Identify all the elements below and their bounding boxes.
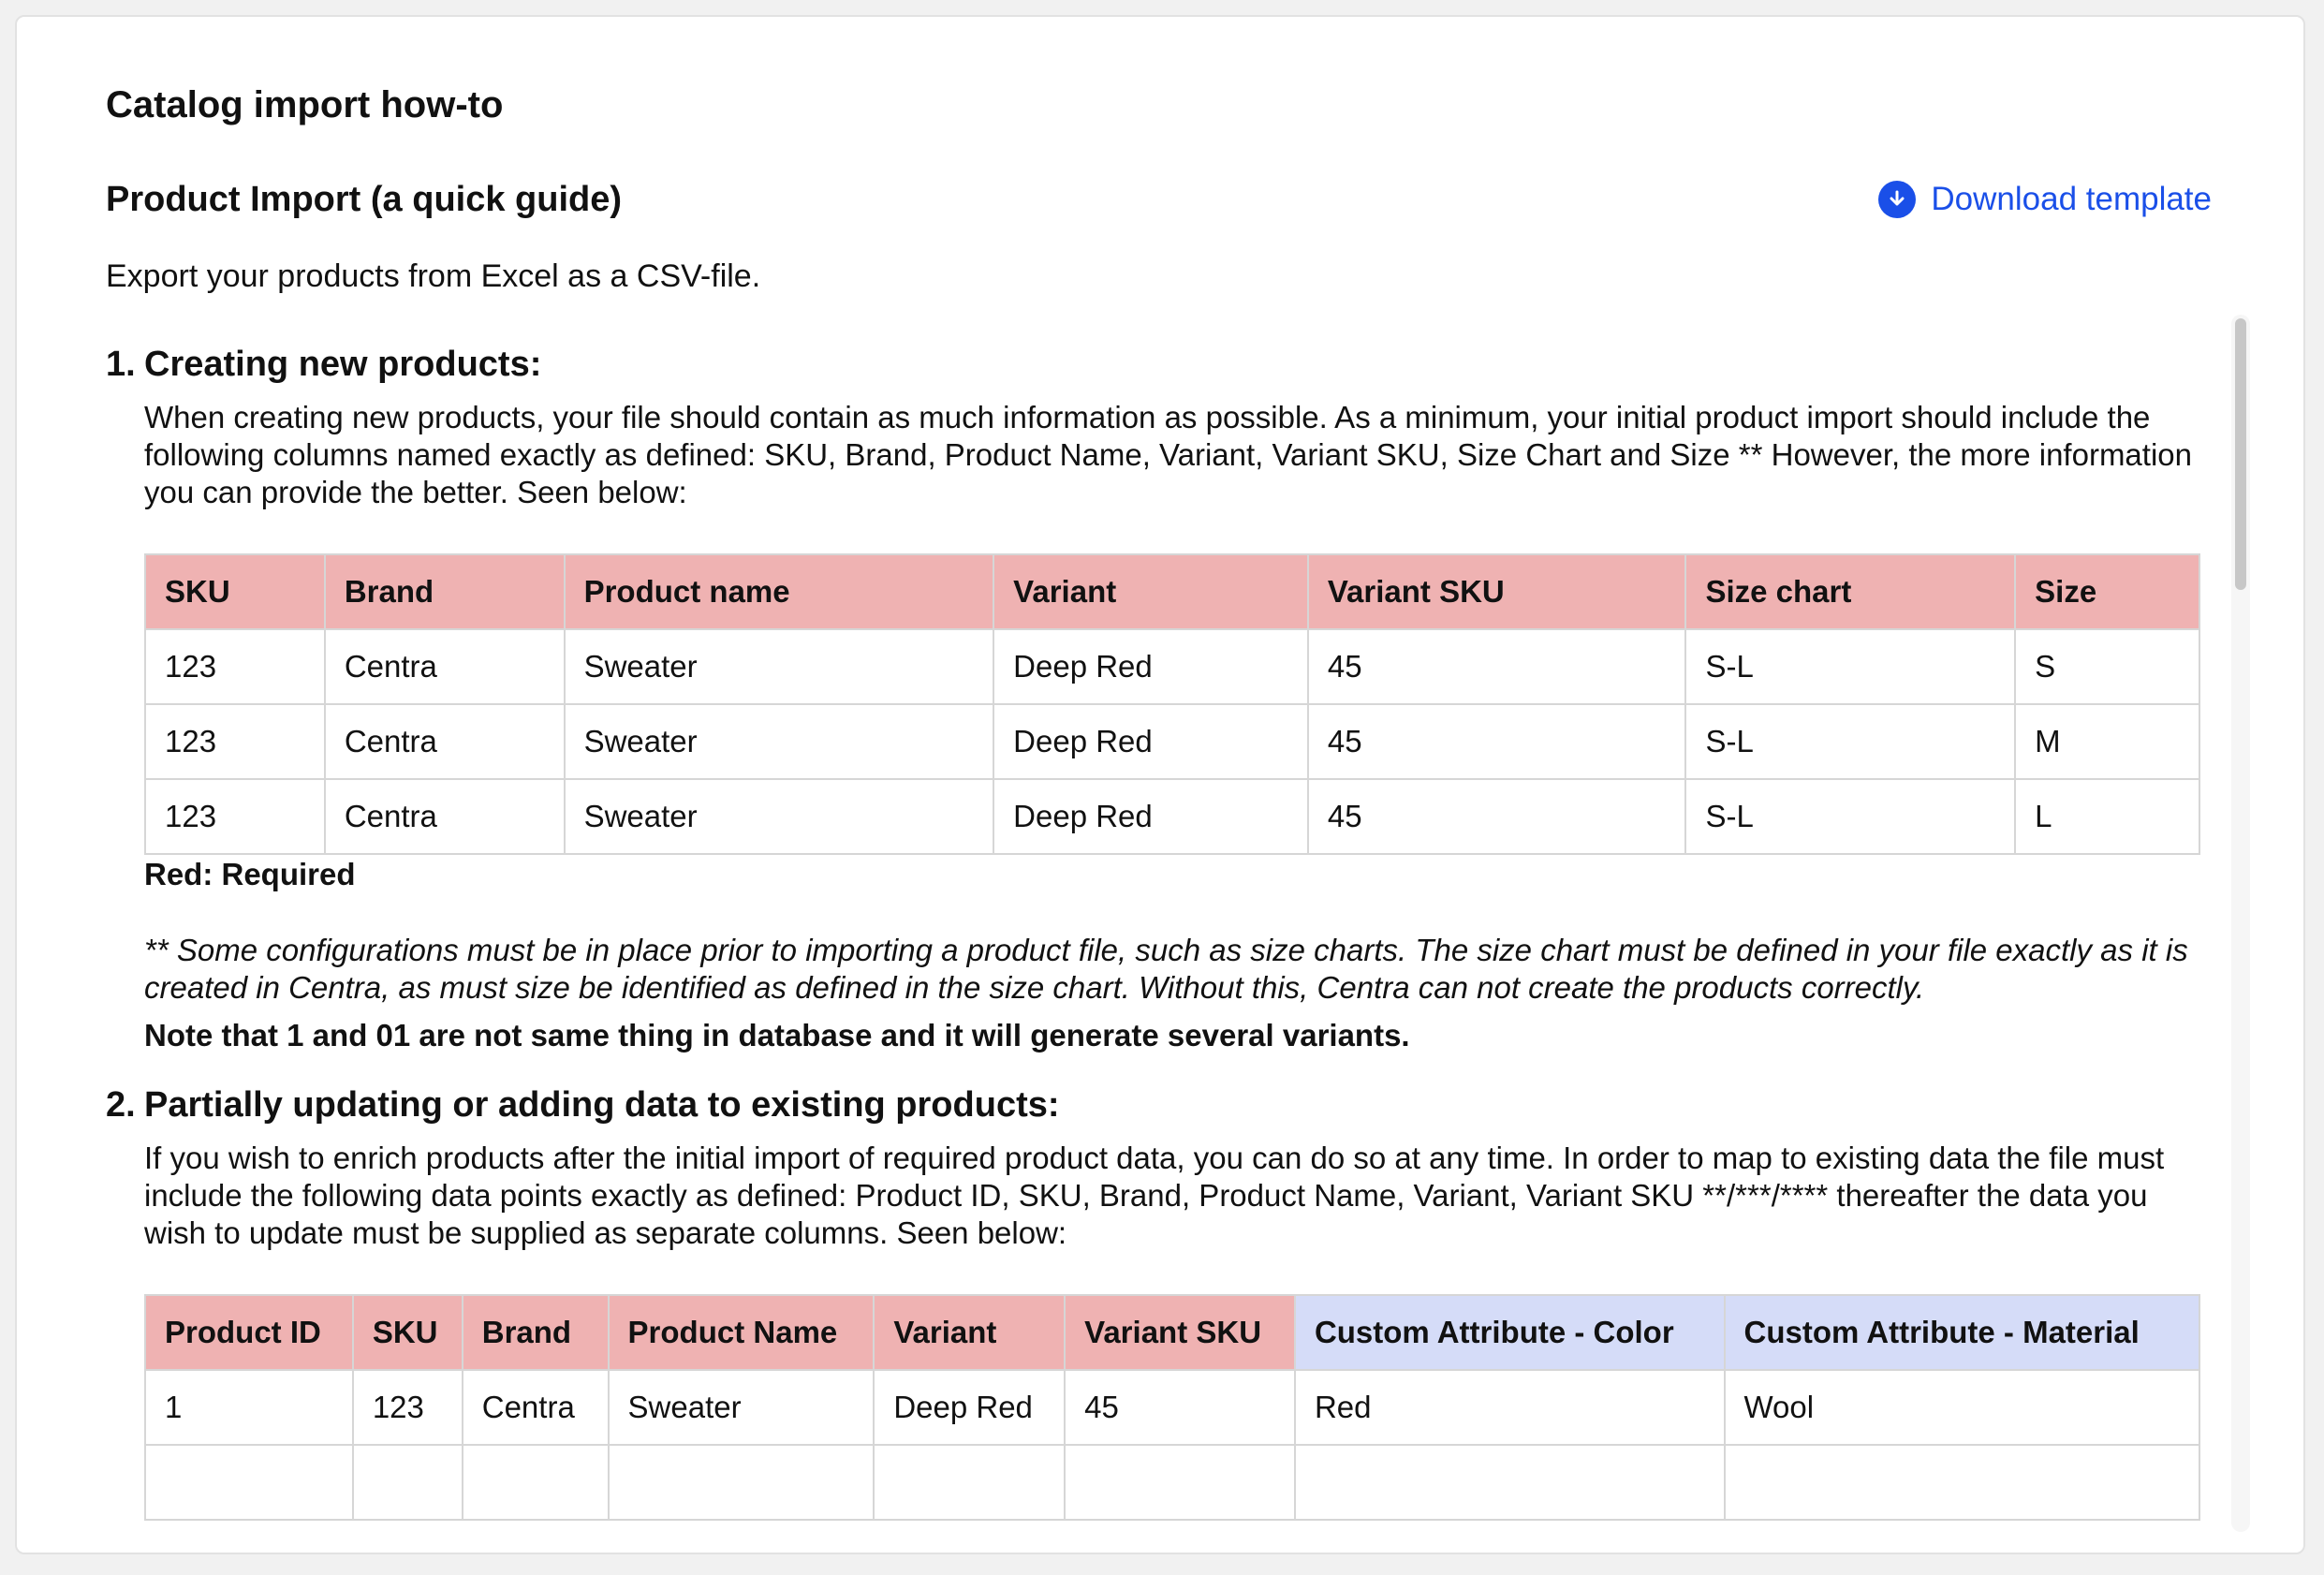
table-cell: M [2015, 704, 2199, 779]
guide-scroll-area[interactable] [106, 315, 2231, 1532]
table-cell: Sweater [565, 704, 994, 779]
table-cell: L [2015, 779, 2199, 854]
column-header: SKU [353, 1295, 463, 1370]
table-cell: S-L [1685, 704, 2015, 779]
table-header-row [145, 1295, 2199, 1370]
table-header-row [145, 554, 2199, 629]
intro-text: Export your products from Excel as a CSV-file. [106, 258, 761, 294]
download-template-link[interactable] [1878, 176, 2212, 223]
table-cell: Centra [325, 629, 565, 704]
column-header: Product ID [145, 1295, 353, 1370]
table-cell: S [2015, 629, 2199, 704]
table-cell: Deep Red [874, 1370, 1065, 1445]
column-header: Custom Attribute - Color [1295, 1295, 1725, 1370]
download-circle-icon [1878, 181, 1916, 218]
table-cell [145, 1445, 353, 1520]
table-cell: 45 [1308, 704, 1686, 779]
table-row [145, 1370, 2199, 1445]
table-cell: 123 [145, 629, 325, 704]
table-cell: Centra [463, 1370, 609, 1445]
section-heading-new-products [106, 343, 2231, 386]
column-header: Product Name [609, 1295, 875, 1370]
table-cell: 123 [145, 779, 325, 854]
column-header: SKU [145, 554, 325, 629]
table-cell [353, 1445, 463, 1520]
section-body-update-products: If you wish to enrich products after the initial import of required product data, you can do so at any time. In order to map to existing data the file must include the following data points exactly as defined: Product ID, SKU, Brand, Product Name, Variant, Variant SKU **/***/**** thereafter the data you wish to update must be supplied as separate columns. Seen below: [144, 1141, 2165, 1250]
section-number: 2. [106, 1085, 136, 1125]
section-body-new-products: When creating new products, your file should contain as much information as possible. As a minimum, your initial product import should include the following columns named exactly as defined: SKU, Brand, Product Name, Variant, Variant SKU, Size Chart and Size ** However, the more information you can provide the better. Seen below: [144, 400, 2192, 509]
table-cell: Wool [1725, 1370, 2200, 1445]
table-cell: 45 [1065, 1370, 1295, 1445]
table-cell [1065, 1445, 1295, 1520]
table-cell: 123 [353, 1370, 463, 1445]
table-cell [463, 1445, 609, 1520]
column-header: Variant SKU [1308, 554, 1686, 629]
section-heading-update-products [106, 1083, 2231, 1126]
table-cell: Deep Red [993, 704, 1308, 779]
table-cell: Deep Red [993, 629, 1308, 704]
section-heading-text: Partially updating or adding data to existing products: [144, 1085, 1060, 1125]
table-cell: Deep Red [993, 779, 1308, 854]
table-cell: Centra [325, 779, 565, 854]
card-title: Catalog import how-to [106, 84, 504, 125]
table-cell: 1 [145, 1370, 353, 1445]
table-cell: Sweater [565, 779, 994, 854]
table-cell [609, 1445, 875, 1520]
guide-title: Product Import (a quick guide) [106, 180, 623, 219]
table-cell: S-L [1685, 629, 2015, 704]
new-products-table [144, 553, 2200, 855]
table-cell [1725, 1445, 2200, 1520]
table-cell: Red [1295, 1370, 1725, 1445]
vertical-scrollbar[interactable] [2231, 315, 2250, 1532]
import-guide-card [15, 15, 2305, 1554]
section-heading-text: Creating new products: [144, 345, 542, 384]
column-header: Product name [565, 554, 994, 629]
table-cell: Centra [325, 704, 565, 779]
table-cell [1295, 1445, 1725, 1520]
scrollbar-thumb[interactable] [2235, 318, 2246, 590]
column-header: Size chart [1685, 554, 2015, 629]
column-header: Variant [874, 1295, 1065, 1370]
column-header: Brand [463, 1295, 609, 1370]
database-variant-note: Note that 1 and 01 are not same thing in database and it will generate several variants. [144, 1018, 1410, 1052]
size-chart-note: ** Some configurations must be in place prior to importing a product file, such as size charts. The size chart must be defined in your file exactly as it is created in Centra, as must size be identified as defined in the size chart. Without this, Centra can not create the products correctly. [144, 933, 2188, 1005]
table-cell [874, 1445, 1065, 1520]
table-row [145, 629, 2199, 704]
download-template-label: Download template [1931, 181, 2212, 217]
table-row [145, 779, 2199, 854]
column-header: Brand [325, 554, 565, 629]
table-cell: 123 [145, 704, 325, 779]
table-cell: S-L [1685, 779, 2015, 854]
table-row [145, 704, 2199, 779]
column-header: Size [2015, 554, 2199, 629]
table-cell: Sweater [565, 629, 994, 704]
required-legend: Red: Required [144, 857, 356, 891]
table-row [145, 1445, 2199, 1520]
column-header: Variant [993, 554, 1308, 629]
column-header: Custom Attribute - Material [1725, 1295, 2200, 1370]
table-cell: 45 [1308, 629, 1686, 704]
table-cell: Sweater [609, 1370, 875, 1445]
column-header: Variant SKU [1065, 1295, 1295, 1370]
section-number: 1. [106, 345, 136, 384]
update-products-table [144, 1294, 2200, 1521]
table-cell: 45 [1308, 779, 1686, 854]
